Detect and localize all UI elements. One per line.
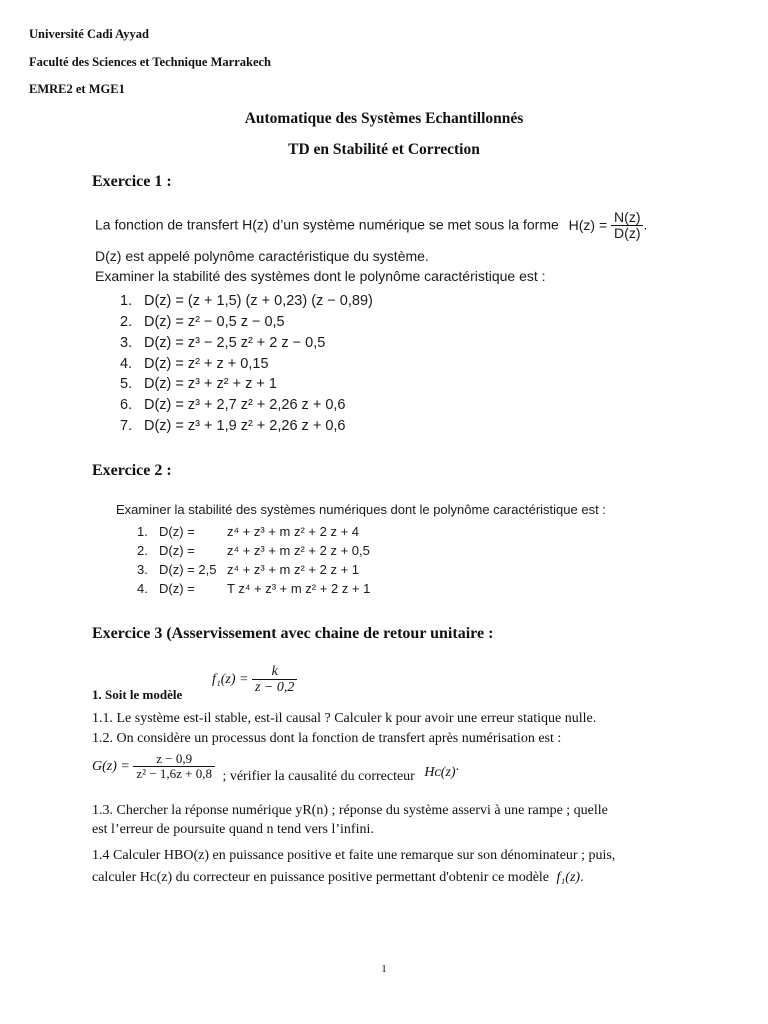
ex2-item-rhs: z⁴ + z³ + m z² + 2 z + 0,5 [227, 543, 370, 558]
exercise-2-heading: Exercice 2 : [92, 462, 172, 479]
ex1-item-number: 6. [120, 397, 133, 413]
g-lhs: G(z) = [92, 758, 130, 774]
ex1-item-equation: D(z) = (z + 1,5) (z + 0,23) (z − 0,89) [144, 293, 373, 309]
question-1-1: 1.1. Le système est-il stable, est-il causal ? Calculer k pour avoir une erreur statique nulle. [92, 711, 597, 726]
ex2-item [137, 524, 359, 539]
page-number: 1 [381, 963, 387, 975]
exercise-3-heading: Exercice 3 (Asservissement avec chaine de retour unitaire : [92, 625, 494, 642]
question-1-3-line2: est l’erreur de poursuite quand n tend vers l’infini. [92, 822, 374, 837]
ex2-item-number: 1. [137, 524, 148, 539]
ex1-item-number: 2. [120, 314, 133, 330]
hc-symbol: Hᴄ(z) [424, 765, 456, 781]
ex2-item-number: 2. [137, 543, 148, 558]
g-denominator: z² − 1,6z + 0,8 [136, 766, 212, 782]
f1-denominator: z − 0,2 [254, 680, 295, 696]
ex1-item-equation: D(z) = z³ + 1,9 z² + 2,26 z + 0,6 [144, 418, 346, 434]
ex1-item [120, 314, 285, 330]
ex2-item-rhs: z⁴ + z³ + m z² + 2 z + 4 [227, 524, 360, 539]
h-denominator: D(z) [614, 225, 641, 242]
ex1-item [120, 293, 373, 309]
model-label: 1. Soit le modèle [92, 687, 183, 702]
question-1-2: 1.2. On considère un processus dont la fonction de transfert après numérisation est : [92, 731, 562, 746]
ex2-item-number: 4. [137, 581, 148, 596]
f1-definition [212, 664, 297, 696]
ex1-intro-text: La fonction de transfert H(z) d’un système numérique se met sous la forme [95, 216, 559, 233]
question-1-4-line2: calculer Hᴄ(z) du correcteur en puissance positive permettant d'obtenir ce modèle f₁(z). [92, 870, 584, 885]
g-fraction [133, 752, 215, 782]
ex2-item [137, 562, 359, 577]
ex1-item-number: 4. [120, 356, 133, 372]
program-name: EMRE2 et MGE1 [29, 82, 125, 96]
ex2-item-lhs: D(z) = [159, 581, 195, 596]
ex1-item [120, 356, 269, 372]
ex1-line3: Examiner la stabilité des systèmes dont le polynôme caractéristique est : [95, 268, 546, 284]
ex1-item-equation: D(z) = z³ + z² + z + 1 [144, 376, 277, 392]
ex2-item-lhs: D(z) = [159, 524, 195, 539]
ex1-item-number: 3. [120, 335, 133, 351]
ex1-line2: D(z) est appelé polynôme caractéristique du système. [95, 248, 429, 264]
f1-fraction [252, 664, 297, 696]
ex2-item-number: 3. [137, 562, 148, 577]
g-definition: G(z) = $\frac{z - 0,9}{\text{z² − 1,6z + 0,8}}$ ; vérifier la causalité du correcteur Hᴄ(z). [92, 751, 460, 785]
f1-numerator: k [252, 664, 297, 680]
ex1-item-equation: D(z) = z² + z + 0,15 [144, 356, 269, 372]
f1-reference: f₁(z) [556, 870, 581, 885]
ex1-intro: La fonction de transfert H(z) d’un système numérique se met sous la forme H(z) = $\frac{N(z)}{D(z)}$ . [95, 209, 648, 242]
g-numerator: z − 0,9 [133, 752, 215, 767]
ex2-item-rhs: T z⁴ + z³ + m z² + 2 z + 1 [227, 581, 371, 596]
h-equation-lhs: H(z) = [568, 216, 608, 233]
h-fraction [611, 210, 643, 242]
ex1-item-equation: D(z) = z³ + 2,7 z² + 2,26 z + 0,6 [144, 397, 346, 413]
ex1-item [120, 397, 345, 413]
exercise-1-heading: Exercice 1 : [92, 173, 172, 190]
ex1-item [120, 418, 345, 434]
ex2-item [137, 543, 370, 558]
question-1-4-line1: 1.4 Calculer HBO(z) en puissance positive et faite une remarque sur son dénominateur ; puis, [92, 848, 616, 863]
question-1-4-text: calculer Hᴄ(z) du correcteur en puissance positive permettant d'obtenir ce modèle [92, 870, 550, 885]
ex1-item-equation: D(z) = z² − 0,5 z − 0,5 [144, 314, 285, 330]
ex2-item-lhs: D(z) = 2,5 [159, 562, 217, 577]
ex1-item [120, 376, 277, 392]
ex1-item-number: 7. [120, 418, 133, 434]
ex1-item [120, 335, 325, 351]
ex2-item-rhs: z⁴ + z³ + m z² + 2 z + 1 [227, 562, 360, 577]
ex1-item-number: 5. [120, 376, 133, 392]
university-name: Université Cadi Ayyad [29, 27, 149, 41]
question-1-3-line1: 1.3. Chercher la réponse numérique yR(n) ; réponse du système asservi à une rampe ; quelle [92, 803, 608, 818]
course-title: Automatique des Systèmes Echantillonnés [244, 110, 524, 127]
ex1-item-equation: D(z) = z³ − 2,5 z² + 2 z − 0,5 [144, 335, 326, 351]
faculty-name: Faculté des Sciences et Technique Marrakech [29, 55, 271, 69]
ex2-item [137, 581, 370, 596]
f1-lhs: f₁(z) = [212, 671, 249, 687]
ex1-item-number: 1. [120, 293, 133, 309]
h-numerator: N(z) [611, 210, 643, 226]
ex2-item-lhs: D(z) = [159, 543, 195, 558]
td-title: TD en Stabilité et Correction [288, 141, 480, 158]
g-tail: ; vérifier la causalité du correcteur [222, 769, 415, 785]
ex2-intro: Examiner la stabilité des systèmes numériques dont le polynôme caractéristique est : [116, 502, 606, 517]
